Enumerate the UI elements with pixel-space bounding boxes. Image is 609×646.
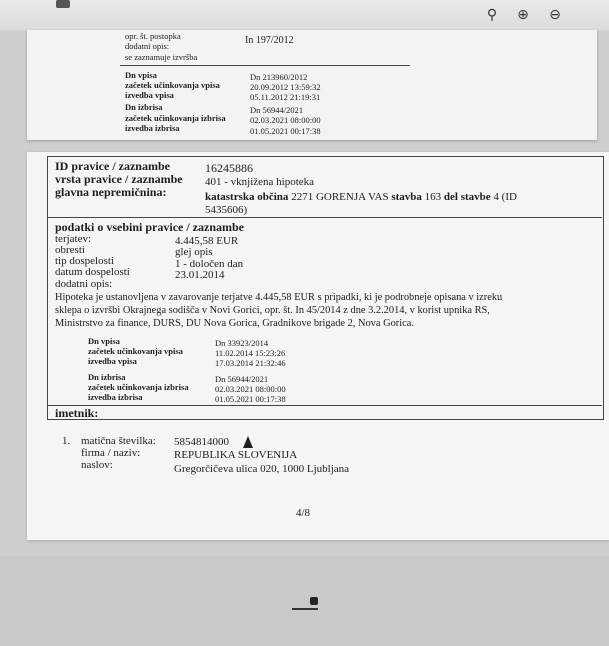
top-vpis-label: Dn vpisa [125,70,157,80]
datum-label: datum dospelosti [55,266,130,278]
viewer-background [0,556,609,646]
scroll-track[interactable] [292,608,318,610]
vrsta-label: vrsta pravice / zaznambe [55,172,183,186]
vpis-start-label: začetek učinkovanja vpisa [88,346,183,356]
pdf-toolbar [0,0,609,30]
opis-line-2: sklepa o izvršbi Okrajnega sodišča v Novi Gorici, opr. št. In 45/2014 z dne 3.2.2014, v korist upnika RS, [55,305,490,316]
imetnik-label: imetnik: [55,406,99,420]
vpis-value: Dn 33923/2014 [215,338,269,348]
glavna-label: glavna nepremičnina: [55,185,167,199]
zoom-in-icon[interactable]: ⊕ [517,7,529,23]
imetnik-number: 1. [62,435,71,447]
top-vpis-start-value: 20.09.2012 13:59:32 [250,82,321,92]
top-izbris-value: Dn 56944/2021 [250,105,304,115]
top-izbris-start-value: 02.03.2021 08:00:00 [250,115,321,125]
glavna-value-prefix: katastrska občina [205,191,289,203]
zaznamuje-text: se zaznamuje izvršba [125,52,198,62]
glavna-value-id: 5435606) [205,204,248,216]
zoom-out-icon[interactable]: ⊖ [549,7,561,23]
naslov-value: Gregorčičeva ulica 020, 1000 Ljubljana [174,463,350,475]
glavna-value-rest: 2271 GORENJA VAS [291,191,389,203]
search-icon[interactable]: ⚲ [486,7,498,23]
vpis-exec-label: izvedba vpisa [88,356,137,366]
tip-value: 1 - določen dan [175,258,244,270]
postopek-label: opr. št. postopka [125,31,181,41]
glavna-value-stavba: stavba [391,191,422,203]
firma-label: firma / naziv: [81,447,141,459]
firma-value: REPUBLIKA SLOVENIJA [174,449,298,461]
id-value: 16245886 [205,161,253,175]
tip-label: tip dospelosti [55,255,114,267]
page-number: 4/8 [296,507,311,519]
podatki-label: podatki o vsebini pravice / zaznambe [55,220,245,234]
postopek-value: In 197/2012 [245,35,294,46]
top-izbris-start-label: začetek učinkovanja izbrisa [125,113,226,123]
top-vpis-exec-label: izvedba vpisa [125,90,174,100]
naslov-label: naslov: [81,459,113,471]
izbris-exec-label: izvedba izbrisa [88,392,143,402]
terjatev-value: 4.445,58 EUR [175,235,239,247]
izbris-label: Dn izbrisa [88,372,126,382]
vpis-label: Dn vpisa [88,336,120,346]
glavna-value-tail: 4 (ID [493,191,517,203]
maticna-value: 5854814000 [174,436,229,448]
top-vpis-start-label: začetek učinkovanja vpisa [125,80,220,90]
maticna-label: matična številka: [81,435,156,447]
vrsta-value: 401 - vknjižena hipoteka [205,176,315,188]
top-vpis-exec-value: 05.11.2012 21:19:31 [250,92,321,102]
divider [48,217,602,218]
dodatni-opis-label: dodatni opis: [125,41,170,51]
top-izbris-exec-label: izvedba izbrisa [125,123,180,133]
glavna-value-163: 163 [424,191,442,203]
datum-value: 23.01.2014 [175,269,225,281]
izbris-start-label: začetek učinkovanja izbrisa [88,382,189,392]
obresti-label: obresti [55,244,85,256]
izbris-value: Dn 56944/2021 [215,374,269,384]
opis-line-1: Hipoteka je ustanovljena v zavarovanje terjatve 4.445,58 EUR s pripadki, ki je podrobneje opisana v izreku [55,292,503,303]
top-vpis-value: Dn 213960/2012 [250,72,308,82]
vpis-start-value: 11.02.2014 15:23:26 [215,348,286,358]
glavna-value [205,191,517,203]
top-izbris-exec-value: 01.05.2021 00:17:38 [250,126,321,136]
top-izbris-label: Dn izbrisa [125,102,163,112]
id-label: ID pravice / zaznambe [55,159,170,173]
opis-line-3: Ministrstvo za finance, DURS, DU Nova Gorica, Gradnikove brigade 2, Nova Gorica. [55,318,414,329]
dodatni-label: dodatni opis: [55,278,113,290]
terjatev-label: terjatev: [55,233,92,245]
divider [120,65,410,66]
divider [48,405,602,406]
izbris-exec-value: 01.05.2021 00:17:38 [215,394,286,404]
mouse-cursor-icon [243,436,253,448]
scroll-handle-icon[interactable] [310,597,318,605]
menu-icon[interactable] [56,0,70,8]
izbris-start-value: 02.03.2021 08:00:00 [215,384,286,394]
obresti-value: glej opis [175,246,213,258]
glavna-value-del: del stavbe [443,191,491,203]
vpis-exec-value: 17.03.2014 21:32:46 [215,358,286,368]
